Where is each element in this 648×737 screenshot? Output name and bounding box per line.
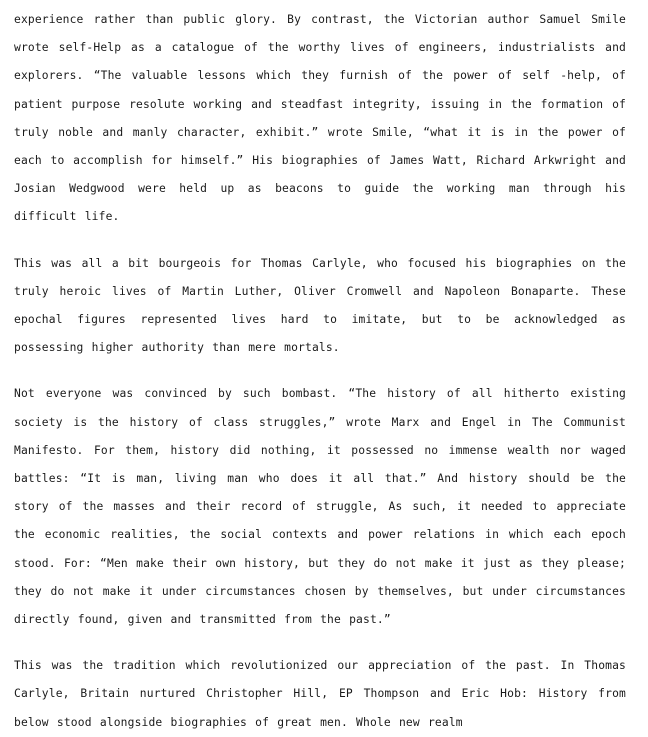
paragraph: experience rather than public glory. By contrast, the Victorian author Samuel Smile wrote self-Help as a catalogue of the worthy lives of engineers, industrialists and explorers. “The valuable lessons which they furnish of the power of self -help, of patient purpose resolute working and steadfast integrity, issuing in the formation of truly noble and manly character, exhibit.” wrote Smile, “what it is in the power of each to accomplish for himself.” His biographies of James Watt, Richard Arkwright and Josian Wedgwood were held up as beacons to guide the working man through his difficult life. [14, 13, 626, 224]
paragraph: This was all a bit bourgeois for Thomas Carlyle, who focused his biographies on the truly heroic lives of Martin Luther, Oliver Cromwell and Napoleon Bonaparte. These epochal figures represented lives hard to imitate, but to be acknowledged as possessing higher authority than mere mortals. [14, 256, 626, 355]
paragraph: Not everyone was convinced by such bombast. “The history of all hitherto existing society is the history of class struggles,” wrote Marx and Engel in The Communist Manifesto. For them, history did nothing, it possessed no immense wealth nor waged battles: “It is man, living man who does it all that.” And history should be the story of the masses and their record of struggle, As such, it needed to appreciate the economic realities, the social contexts and power relations in which each epoch stood. For: “Men make their own history, but they do not make it just as they please; they do not make it under circumstances chosen by themselves, but under circumstances directly found, given and transmitted from the past.” [14, 387, 626, 627]
paragraph: This was the tradition which revolutionized our appreciation of the past. In Thomas Carlyle, Britain nurtured Christopher Hill, EP Thompson and Eric Hob: History from below stood alongside biographies of great men. Whole new realm [14, 659, 626, 729]
